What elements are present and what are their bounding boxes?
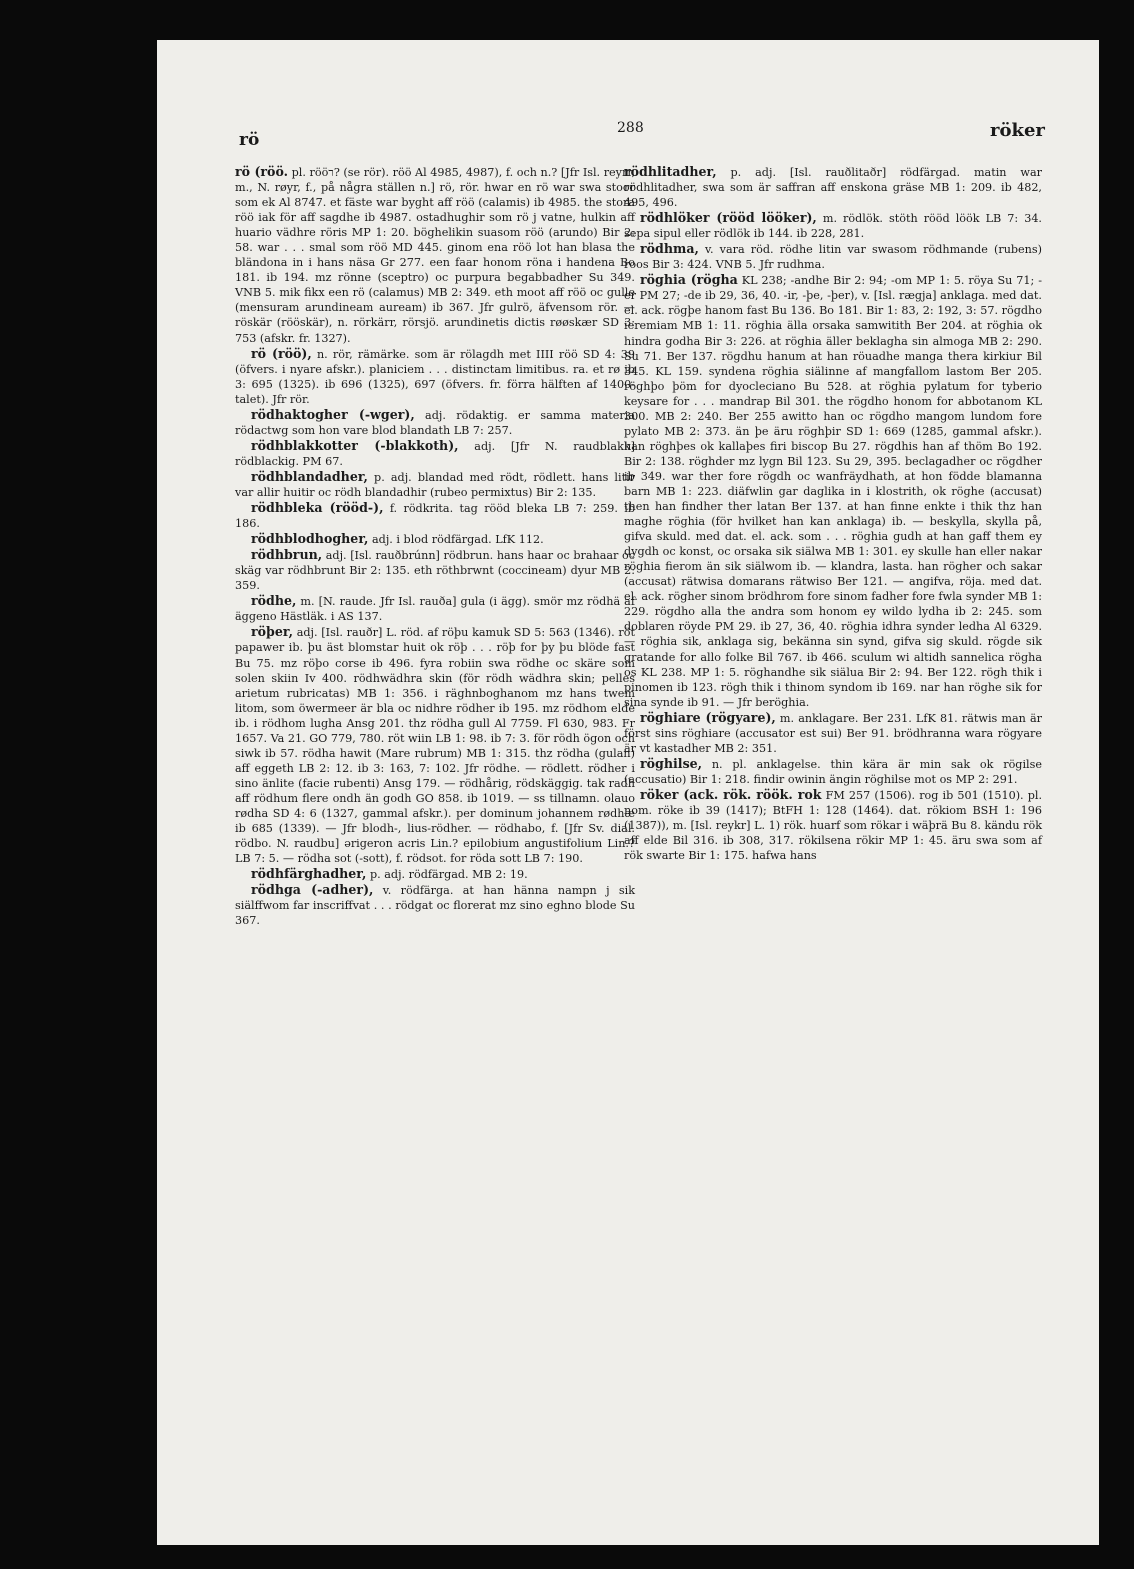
dictionary-entry [235,547,635,593]
entry-headword: rö (röö. [235,164,289,179]
entry-headword: rödhblodhogher, [251,531,369,547]
entry-headword: rödhblakkotter (-blakkoth), [251,437,459,453]
header-right-word: röker [990,120,1045,141]
entry-headword: rödhbleka (rööd-), [251,500,384,516]
entry-body: adj. [Isl. rauðr] L. röd. af röþu kamuk SD 5: 563 (1346). röt papawer ib. þu äst blomstar huit ok röþ . . . röþ for þy þu blöde fast Bu 75. mz röþo corse ib 496. fyra robiin swa rödhe oc skäre som solen skiin Iv 400. rödhwädhra skin (för rödh wädhra skin; pelles arietum rubricatas) MB 1: 356. i räghnboghanom mz hans twem litom, som öwermeer är bla oc nidhre rödher ib 195. mz rödhom elde ib. i rödhom lugha Ansg 201. thz rödha gull Al 7759. Fl 630, 983. Fr 1657. Va 21. GO 779, 780. röt wiin LB 1: 98. ib 7: 3. för rödh ögon och siwk ib 57. rödha hawit (Mare rubrum) MB 1: 315. thz rödha (gulan) aff eggeth LB 2: 12. ib 3: 163, 7: 102. Jfr rödhe. — rödlett. rödher i sino änlite (facie rubenti) Ansg 179. — rödhårig, rödskäggig. tak radh aff rödhum flere ondh än godh GO 858. ib 1019. — ss tillnamn. olauo rødha SD 4: 6 (1327, gammal afskr.). per dominum johannem rødhæ ib 685 (1339). — Jfr blodh-, lius-rödher. — rödhabo, f. [Jfr Sv. dial. rödbo. N. raudbu] ərigeron acris Lin.? epilobium angustifolium Lin.? LB 7: 5. — rödha sot (-sott), f. rödsot. for röda sott LB 7: 190. [235,626,635,866]
entry-body: adj. [Jfr N. raudblakk] rödblackig. PM 67. [235,439,635,468]
entry-body: FM 257 (1506). rog ib 501 (1510). pl. nom. röke ib 39 (1417); BtFH 1: 128 (1464). dat. rökiom BSH 1: 196 (1387)), m. [Isl. reykr] L. 1) rök. huarf som rökar i wäþrä Bu 8. kändu rök aff elde Bil 316. ib 308, 317. rökilsena rökir MP 1: 45. äru swa som af rök swarte Bir 1: 175. hafwa hans [624,788,1043,863]
dictionary-entry [235,469,635,500]
right-column [624,164,1042,863]
dictionary-entry [235,531,635,547]
entry-headword: röþer, [251,624,293,640]
dictionary-entry [235,346,635,407]
entry-body: adj. [Isl. rauðbrúnn] rödbrun. hans haar oc brahaar oc skäg var rödhbrunt Bir 2: 135. eth röthbrwnt (coccineam) dyur MB 2: 359. [235,549,635,593]
entry-headword: rödhbrun, [251,547,323,563]
entry-headword: rödhlöker (rööd lööker), [640,210,817,226]
entry-headword: rödhaktogher (-wger), [251,406,415,422]
entry-body: m. rödlök. stöth rööd löök LB 7: 34. sepa sipul eller rödlök ib 144. ib 228, 281. [624,212,1042,241]
dictionary-entry [235,624,635,866]
page-number: 288 [617,120,644,136]
entry-body: n. rör, rämärke. som är rölagdh met IIII röö SD 4: 39 (öfvers. i nyare afskr.). planiciem . . . distinctam limitibus. ra. et rø ib 3: 695 (1325). ib 696 (1325), 697 (öfvers. fr. förra hälften af 1400-talet). Jfr rör. [235,347,635,406]
entry-body: KL 238; -andhe Bir 2: 94; -om MP 1: 5. röya Su 71; -er PM 27; -de ib 29, 36, 40. -ir, -þe, -þer), v. [Isl. rægja] anklaga. med dat. el. ack. rögþe hanom fast Bu 136. Bo 181. Bir 1: 83, 2: 192, 3: 57. rögdho ieremiam MB 1: 11. röghia älla orsaka samwitith Ber 204. at röghia ok hindra godha Bir 3: 226. at röghia äller beklagha sin almoga MB 2: 290. Su 71. Ber 137. rögdhu hanum at han röuadhe manga thera kirkiur Bil 345. KL 159. syndena röghia siälinne af mangfallom lastom Ber 205. röghþo þöm for dyocleciano Bu 528. at röghia pylatum for tyberio keysare for . . . mandrap Bil 301. the rögdho honom for abbotanom KL 300. MB 2: 240. Ber 255 awitto han oc rögdho mangom lundom fore pylato MB 2: 373. än þe äru röghþir SD 1: 669 (1285, gammal afskr.). han röghþes ok kallaþes firi biscop Bu 27. rögdhis han af thöm Bo 192. Bir 2: 138. röghder mz lygn Bil 123. Su 29, 395. beclagadher oc rögdher ib 349. war ther fore rögdh oc wanfräydhath, at hon födde blamanna barn MB 1: 223. diäfwlin gar daglika in i klostrith, ok röghe (accusat) then han findher ther latan Ber 137. at han finne enkte i thik thz han maghe röghia (för hvilket han kan anklaga) ib. — beskylla, skylla på, gifva skuld. med dat. el. ack. som . . . röghia gudh at han gaff them ey dygdh oc konst, oc orsaka sik siälwa MB 1: 301. ey skulle han eller nakar röghia fierom än sik siälwom ib. — klandra, lasta. han rögher och sakar (accusat) rätwisa domarans rätwiso Ber 121. — angifva, röja. med dat. el. ack. rögher sinom brödhrom fore sinom fadher fore fwla synder MB 1: 229. rögdho alla the andra som honom ey wildo lydha ib 2: 245. som doblaren röyde PM 29. ib 27, 36, 40. röghia idhra synder ledha Al 6329. — röghia sik, anklaga sig, bekänna sin synd, gifva sig skuld. rögde sik gratande for allo folke Bil 767. ib 466. sculum wi altidh sannelica rögha os KL 238. MP 1: 5. röghandhe sik siälua Bir 2: 94. Ber 122. rögh thik i pinomen ib 123. rögh thik i thinom syndom ib 169. nar han röghe sik for sina synde ib 91. — Jfr beröghia. [624,274,1042,709]
entry-body: m. [N. raude. Jfr Isl. rauða] gula (i ägg). smör mz rödhä af äggeno Hästläk. i AS 137. [235,595,635,624]
entry-body: p. adj. blandad med rödt, rödlett. hans litir var allir huitir oc rödh blandadhir (rubeo permixtus) Bir 2: 135. [235,470,635,499]
left-column [235,164,635,928]
entry-headword: röker (ack. rök. röök. rok [640,786,822,802]
dictionary-entry [624,710,1042,756]
entry-headword: rödhblandadher, [251,468,368,484]
dictionary-entry [624,210,1042,241]
entry-body: n. pl. anklagelse. thin kära är min sak ok rögilse (accusatio) Bir 1: 218. findir owinin ängin röghilse mot os MP 2: 291. [624,757,1042,786]
entry-headword: rödhma, [640,241,699,257]
entry-headword: rödhfärghadher, [251,866,367,882]
dictionary-entry [624,241,1042,272]
dictionary-entry [624,164,1042,210]
dictionary-entry [624,272,1042,709]
entry-body: pl. rööר? (se rör). röö Al 4985, 4987), f. och n.? [Jfr Isl. reyrr, m., N. røyr, f., på några ställen n.] rö, rör. hwar en rö war swa stoor som ek Al 8747. et fäste war byght aff röö (calamis) ib 4985. the stora röö iak för aff sagdhe ib 4987. ostadhughir som rö j vatne, hulkin aff huario vädhre röris MP 1: 20. böghelikin suasom röö (arundo) Bir 2: 58. war . . . smal som röö MD 445. ginom ena röö lot han blasa the bländona in i hans näsa Gr 277. een faar honom röna i handena Bo 181. ib 194. mz rönne (sceptro) oc purpura begabbadher Su 349. VNB 5. mik fikx een rö (calamus) MB 2: 349. eth moot aff röö oc gulle (mensuram arundineam auream) ib 367. Jfr gulrö, äfvensom rör. — röskär (rööskär), n. rörkärr, rörsjö. arundinetis dictis røøskær SD 3: 753 (afskr. fr. 1327). [235,166,636,345]
entry-headword: rödhe, [251,593,297,609]
dictionary-entry [235,866,635,882]
dictionary-entry [235,164,635,346]
dictionary-entry [235,882,635,928]
header-left-word: rö [239,130,260,150]
entry-headword: röghiare (rögyare), [640,709,776,725]
entry-headword: röghia (rögha [640,272,738,288]
entry-body: v. rödfärga. at han hänna nampn j sik siälffwom far inscriffvat . . . rödgat oc florerat mz sino eghno blode Su 367. [235,884,635,928]
dictionary-entry [235,438,635,469]
entry-body: p. adj. rödfärgad. MB 2: 19. [366,868,528,882]
dictionary-entry [235,407,635,438]
dictionary-entry [624,787,1042,863]
entry-body: m. anklagare. Ber 231. LfK 81. rätwis man är först sins röghiare (accusator est sui) Ber 91. brödhranna wara rögyare är vt kastadher MB 2: 351. [624,711,1042,755]
entry-headword: rö (röö), [251,345,312,361]
dictionary-entry [235,500,635,531]
entry-body: p. adj. [Isl. rauðlitaðr] rödfärgad. matin war rödhlitadher, swa som är saffran aff enskona gräse MB 1: 209. ib 482, 495, 496. [624,166,1042,210]
entry-body: adj. rödaktig. er samma materia rödactwg som hon vare blod blandath LB 7: 257. [235,408,635,437]
entry-headword: rödhlitadher, [624,164,717,179]
dictionary-entry [235,593,635,624]
dictionary-entry [624,756,1042,787]
entry-body: v. vara röd. rödhe litin var swasom rödhmande (rubens) roos Bir 3: 424. VNB 5. Jfr rudhma. [624,243,1042,272]
entry-headword: röghilse, [640,755,703,771]
entry-headword: rödhga (-adher), [251,882,374,898]
running-header [157,120,1099,150]
entry-body: adj. i blod rödfärgad. LfK 112. [368,533,544,547]
dictionary-page [157,40,1099,1545]
entry-body: f. rödkrita. tag rööd bleka LB 7: 259. ib 186. [235,502,636,531]
